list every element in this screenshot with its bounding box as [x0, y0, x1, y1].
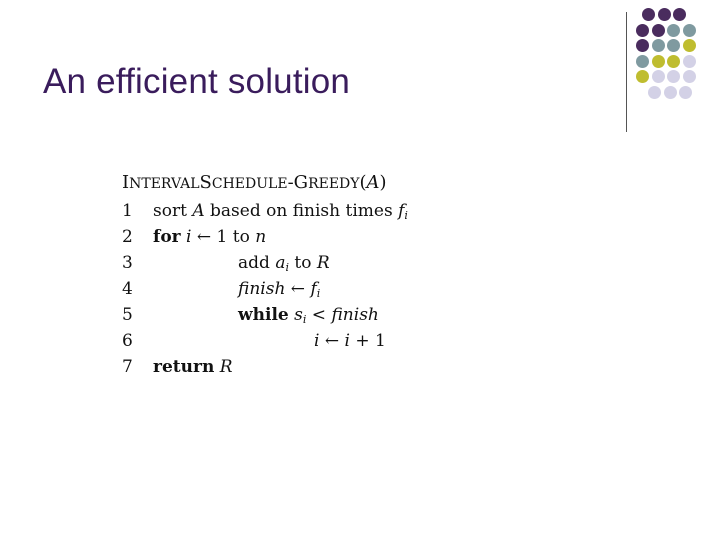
code-variable: n	[255, 227, 267, 247]
algorithm-block	[122, 170, 408, 380]
decorative-divider	[626, 12, 627, 132]
decorative-dot	[636, 70, 649, 83]
slide-title: An efficient solution	[43, 62, 351, 101]
decorative-dot	[667, 70, 680, 83]
algorithm-name-smallcaps: REEDY	[308, 176, 360, 192]
code-text: add	[238, 253, 276, 273]
code-variable: i	[344, 331, 350, 351]
decorative-dot	[652, 39, 665, 52]
paren-open: (	[359, 172, 367, 193]
line-code	[153, 224, 266, 250]
algorithm-name-initial: G	[293, 172, 309, 193]
algorithm-name-smallcaps: CHEDULE	[211, 176, 288, 192]
decorative-dot	[679, 86, 692, 99]
decorative-dot	[683, 55, 696, 68]
decorative-dot	[664, 86, 677, 99]
line-number: 7	[122, 357, 133, 377]
code-text: sort	[153, 201, 193, 221]
line-number: 4	[122, 279, 133, 299]
algorithm-name-initial: S	[199, 172, 212, 193]
decorative-dot	[636, 39, 649, 52]
decorative-dot	[636, 55, 649, 68]
decorative-dot	[683, 39, 696, 52]
decorative-dot	[683, 24, 696, 37]
code-text: ← 1	[191, 227, 233, 247]
code-subscript: i	[302, 313, 307, 326]
code-variable: i	[314, 331, 320, 351]
code-variable: R	[316, 253, 330, 273]
decorative-dot	[658, 8, 671, 21]
algorithm-line-1	[122, 198, 408, 224]
line-number: 1	[122, 201, 133, 221]
code-text: to	[288, 253, 317, 273]
line-number: 6	[122, 331, 133, 351]
line-number: 3	[122, 253, 133, 273]
algorithm-line-4	[122, 276, 387, 302]
algorithm-line-3	[122, 250, 387, 276]
algorithm-line-7	[122, 354, 387, 380]
line-code	[153, 354, 233, 380]
decorative-dot	[667, 55, 680, 68]
decorative-dot	[636, 24, 649, 37]
code-text: <	[306, 305, 332, 325]
paren-close: )	[379, 172, 387, 193]
code-keyword: for	[153, 227, 181, 247]
algorithm-param: A	[366, 172, 380, 193]
algorithm-name-initial: I	[122, 172, 130, 193]
decorative-dot	[667, 39, 680, 52]
line-code	[314, 328, 386, 354]
code-variable: f	[310, 279, 317, 299]
code-keyword: return	[153, 357, 215, 377]
code-variable: R	[219, 357, 233, 377]
code-keyword-to: to	[232, 227, 250, 247]
code-keyword: while	[238, 305, 289, 325]
code-variable: s	[294, 305, 303, 325]
code-variable: A	[192, 201, 205, 221]
decorative-dot	[683, 70, 696, 83]
code-text: based on finish times	[204, 201, 399, 221]
decorative-dot	[652, 55, 665, 68]
decorative-dot	[667, 24, 680, 37]
code-subscript: i	[285, 261, 289, 274]
code-variable: f	[398, 201, 405, 221]
code-text: ←	[319, 331, 345, 351]
algorithm-name-dash: -	[287, 172, 294, 193]
decorative-dot	[673, 8, 686, 21]
algorithm-line-6	[122, 328, 387, 354]
algorithm-line-5	[122, 302, 387, 328]
code-text: ←	[285, 279, 311, 299]
decorative-dot	[652, 70, 665, 83]
algorithm-name-smallcaps: NTERVAL	[129, 176, 200, 192]
line-number: 2	[122, 227, 133, 247]
code-subscript: i	[316, 287, 321, 300]
code-text: + 1	[349, 331, 386, 351]
code-subscript: i	[404, 209, 408, 222]
algorithm-line-2	[122, 224, 387, 250]
algorithm-name	[122, 170, 387, 198]
decorative-dot	[642, 8, 655, 21]
code-variable: a	[275, 253, 286, 273]
code-variable: finish	[238, 279, 286, 299]
line-number: 5	[122, 305, 133, 325]
decorative-dot	[648, 86, 661, 99]
code-variable: i	[186, 227, 192, 247]
decorative-dot	[652, 24, 665, 37]
code-variable: finish	[331, 305, 379, 325]
